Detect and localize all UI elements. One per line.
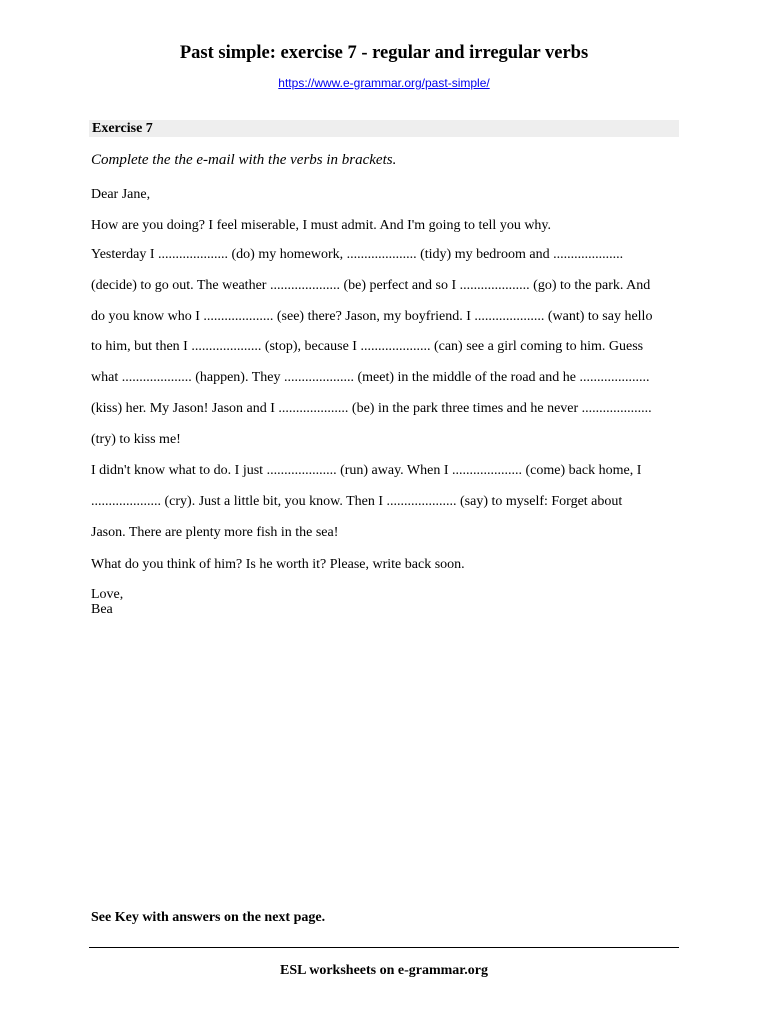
paragraph-line: do you know who I .................... (see) there? Jason, my boyfriend. I .................... (want) to say hello — [91, 308, 653, 324]
paragraph-line: I didn't know what to do. I just .................... (run) away. When I .................... (come) back home, I — [91, 463, 642, 478]
source-link[interactable]: https://www.e-grammar.org/past-simple/ — [278, 76, 490, 90]
paragraph-line: (kiss) her. My Jason! Jason and I .................... (be) in the park three times and he never .................... — [91, 400, 652, 416]
footer-site: ESL worksheets on e-grammar.org — [280, 963, 488, 978]
exercise-instruction: Complete the the e-mail with the verbs in brackets. — [91, 152, 397, 168]
email-greeting: Dear Jane, — [91, 187, 151, 202]
paragraph-line: (try) to kiss me! — [91, 431, 181, 447]
paragraph-line: (decide) to go out. The weather .................... (be) perfect and so I .................... (go) to the park. And — [91, 277, 651, 293]
email-paragraph-2 — [91, 456, 677, 548]
email-signoff: Love, — [91, 587, 124, 602]
page-title: Past simple: exercise 7 - regular and irregular verbs — [179, 43, 589, 63]
paragraph-line: Yesterday I .................... (do) my homework, .................... (tidy) my bedroom and .................... — [91, 247, 624, 262]
email-closing-question: What do you think of him? Is he worth it? Please, write back soon. — [91, 557, 465, 572]
answer-key-note: See Key with answers on the next page. — [91, 910, 326, 925]
paragraph-line: .................... (cry). Just a little bit, you know. Then I .................... (say) to myself: Forget about — [91, 493, 623, 509]
paragraph-line: Jason. There are plenty more fish in the sea! — [91, 524, 339, 540]
paragraph-line: to him, but then I .................... (stop), because I .................... (can) see a girl coming to him. Guess — [91, 339, 644, 355]
email-signature: Bea — [91, 602, 113, 617]
paragraph-line: what .................... (happen). They .................... (meet) in the middle of the road and he .................... — [91, 370, 650, 386]
exercise-heading: Exercise 7 — [92, 121, 153, 136]
email-paragraph-1 — [91, 240, 677, 456]
footer-divider — [89, 947, 679, 948]
email-intro: How are you doing? I feel miserable, I must admit. And I'm going to tell you why. — [91, 218, 552, 233]
exercise-heading-bar — [89, 120, 679, 137]
